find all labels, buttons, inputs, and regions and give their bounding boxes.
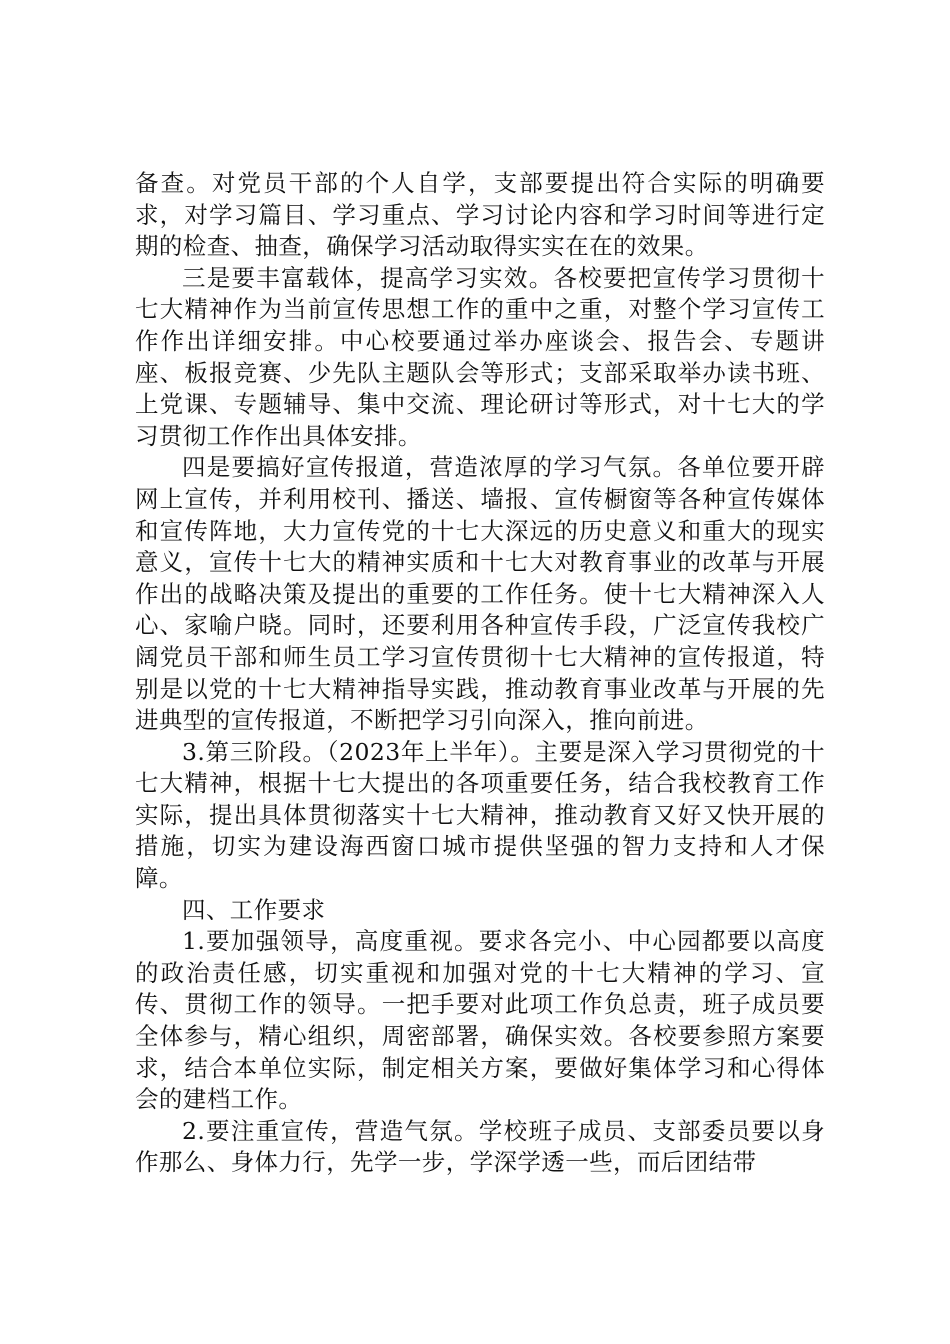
paragraph-publicity-reports: 四是要搞好宣传报道，营造浓厚的学习气氛。各单位要开辟网上宣传，并利用校刊、播送、墙报、宣传橱窗等各种宣传媒体和宣传阵地，大力宣传党的十七大深远的历史意义和重大的现实意义，宣传十七大的精神实质和十七大对教育事业的改革与开展作出的战略决策及提出的重要的工作任务。使十七大精神深入人心、家喻户晓。同时，还要利用各种宣传手段，广泛宣传我校广阔党员干部和师生员工学习宣传贯彻十七大精神的宣传报道，特别是以党的十七大精神指导实践，推动教育事业改革与开展的先进典型的宣传报道，不断把学习引向深入，推向前进。 xyxy=(135,453,825,735)
section-heading-work-requirements: 四、工作要求 xyxy=(182,895,326,924)
paragraph-enrich-carriers: 三是要丰富载体，提高学习实效。各校要把宣传学习贯彻十七大精神作为当前宣传思想工作的重中之重，对整个学习宣传工作作出详细安排。中心校要通过举办座谈会、报告会、专题讲座、板报竞赛、少先队主题队会等形式；支部采取举办读书班、上党课、专题辅导、集中交流、理论研讨等形式，对十七大的学习贯彻工作作出具体安排。 xyxy=(135,263,825,450)
paragraph-emphasize-publicity: 2.要注重宣传，营造气氛。学校班子成员、支部委员要以身作那么、身体力行，先学一步，学深学透一些，而后团结带 xyxy=(135,1116,825,1177)
paragraph-third-stage: 3.第三阶段。（2023年上半年）。主要是深入学习贯彻党的十七大精神，根据十七大提出的各项重要任务，结合我校教育工作实际，提出具体贯彻落实十七大精神，推动教育又好又快开展的措施，切实为建设海西窗口城市提供坚强的智力支持和人才保障。 xyxy=(135,737,825,893)
paragraph-continuation: 备查。对党员干部的个人自学，支部要提出符合实际的明确要求，对学习篇目、学习重点、学习讨论内容和学习时间等进行定期的检查、抽查，确保学习活动取得实实在在的效果。 xyxy=(135,169,825,261)
document-body xyxy=(135,168,825,1179)
paragraph-strengthen-leadership: 1.要加强领导，高度重视。要求各完小、中心园都要以高度的政治责任感，切实重视和加强对党的十七大精神的学习、宣传、贯彻工作的领导。一把手要对此项工作负总责，班子成员要全体参与，精心组织，周密部署，确保实效。各校要参照方案要求，结合本单位实际，制定相关方案，要做好集体学习和心得体会的建档工作。 xyxy=(135,927,825,1114)
